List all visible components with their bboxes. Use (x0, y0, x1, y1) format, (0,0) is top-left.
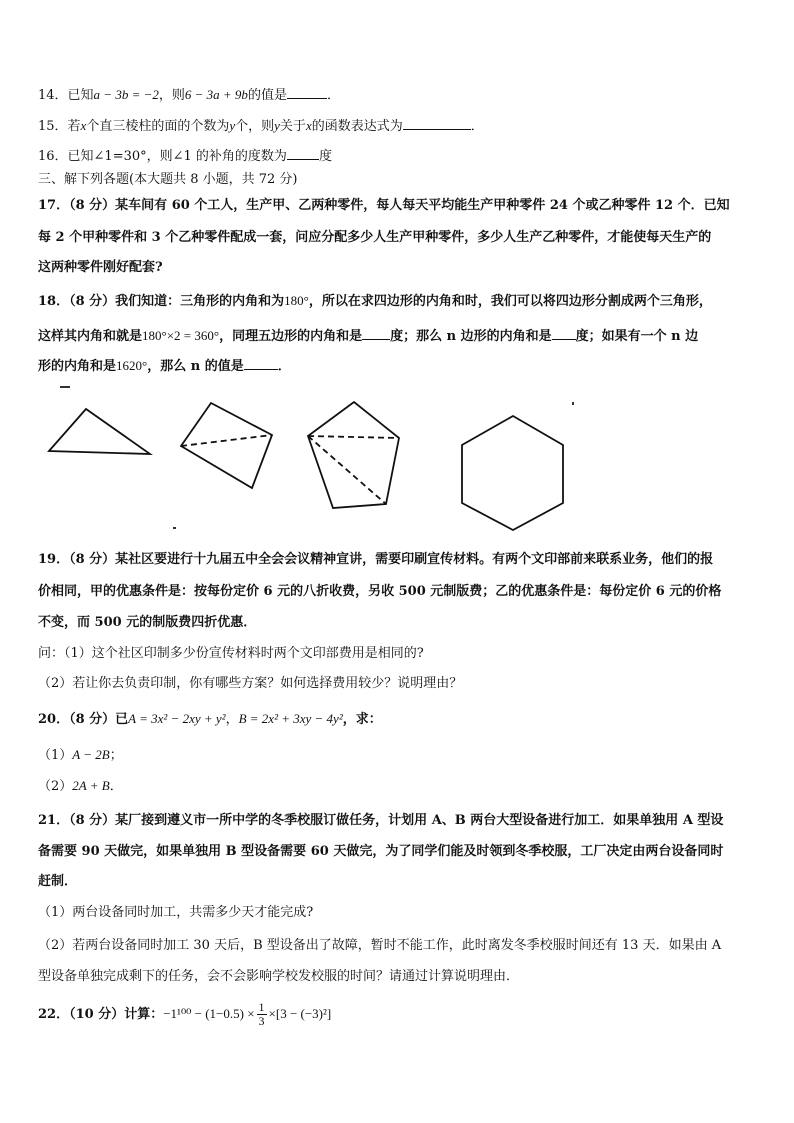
question-22 (38, 1001, 331, 1028)
q19-line-5: （2）若让你去负责印制，你有哪些方案？如何选择费用较少？说明理由？ (38, 676, 463, 691)
q18-l3-math: 1620° (116, 358, 148, 373)
q21-line-5: （2）若两台设备同时加工 30 天后，B 型设备出了故障，暂时不能工作，此时离发冬季校服时间还有 13 天．如果由 A (38, 938, 722, 953)
q22-fraction (257, 1001, 267, 1028)
q17-line-2: 每 2 个甲种零件和 3 个乙种零件配成一套，问应分配多少人生产甲种零件，多少人生产乙种零件，才能使每天生产的 (38, 230, 712, 245)
q15-var-y2: y (274, 118, 280, 133)
q20-expr-B: B = 2x² + 3xy − 4y² (238, 711, 343, 726)
q15-text1: 个直三棱柱的面的个数为 (86, 119, 230, 134)
q21-line-3: 赶制． (38, 874, 78, 889)
question-20: 20．（8 分）已A = 3x² − 2xy + y²，B = 2x² + 3xy − 4y²，求： (38, 711, 382, 727)
q18-l2a: 这样其内角和就是 (38, 329, 143, 344)
q18-l3a: 形的内角和是 (38, 359, 117, 374)
quadrilateral-diagonal (181, 435, 272, 446)
q19-line-3: 不变，而 500 元的制版费四折优惠． (38, 615, 257, 630)
q20-p2-label: （2） (38, 779, 73, 794)
q18-l2c: 度；那么 n 边形的内角和是 (390, 329, 552, 344)
q20-p2-end: ． (109, 779, 123, 794)
q22-frac-numerator: 1 (258, 1000, 265, 1014)
q18-l1b: ，所以在求四边形的内角和时，我们可以将四边形分割成两个三角形， (308, 294, 712, 309)
pentagon-figure (308, 402, 399, 508)
scan-mark-2 (173, 527, 176, 529)
q22-prefix: 22．（10 分）计算： (38, 1007, 164, 1022)
q18-l2-math: 180°×2 = 360° (142, 328, 220, 343)
q15-text4: 的函数表达式为 (311, 119, 403, 134)
scan-mark-3 (572, 402, 574, 405)
q20-ask: ，求： (342, 712, 382, 727)
pentagon-diagonal-1 (308, 436, 399, 438)
q18-l1-math: 180° (284, 293, 309, 308)
q15-var-y: y (229, 118, 236, 133)
triangle-figure (49, 409, 150, 454)
q22-expr-part-2: ×[3 − (−3)²] (268, 1006, 332, 1021)
q18-l3-end: ． (277, 359, 291, 374)
q17-line-1: 17．（8 分）某车间有 60 个工人，生产甲、乙两种零件，每人每天平均能生产甲种零件 24 个或乙种零件 12 个．已知 (38, 198, 730, 213)
q16-text: 16．已知∠1=30°，则∠1 的补角的度数为 (38, 149, 287, 164)
q18-l2b: ，同理五边形的内角和是 (219, 329, 363, 344)
q15-text3: 关于 (279, 119, 306, 134)
q19-line-2: 价相同，甲的优惠条件是：按每份定价 6 元的八折收费，另收 500 元制版费；乙的优惠条件是：每份定价 6 元的价格 (38, 584, 722, 599)
q14-suffix: 的值是 (247, 88, 287, 103)
quadrilateral-figure (181, 403, 272, 488)
q16-end: 度 (318, 149, 332, 164)
q17-line-3: 这两种零件刚好配套? (38, 260, 163, 275)
q20-p1-end: ； (109, 748, 123, 763)
q22-expr-part-1: −1¹⁰⁰ − (1−0.5) × (163, 1006, 255, 1021)
q14-condition: a − 3b = −2 (93, 87, 159, 102)
q15-end: ． (470, 119, 484, 134)
q15-var-x: x (80, 118, 87, 133)
q18-l1a: 18．（8 分）我们知道：三角形的内角和为 (38, 294, 285, 309)
q21-line-4: （1）两台设备同时加工，共需多少天才能完成? (38, 905, 314, 920)
q19-line-4: 问：（1）这个社区印制多少份宣传材料时两个文印部费用是相同的? (38, 646, 424, 661)
section-3-title: 三、解下列各题(本大题共 8 小题，共 72 分) (38, 172, 298, 187)
q21-line-1: 21．（8 分）某厂接到遵义市一所中学的冬季校服订做任务，计划用 A、B 两台大型设备进行加工．如果单独用 A 型设 (38, 813, 724, 828)
q14-mid: ，则 (158, 88, 185, 103)
q20-p1-label: （1） (38, 748, 73, 763)
q20-prefix: 20．（8 分）已 (38, 712, 129, 727)
q14-expression: 6 − 3a + 9b (184, 87, 248, 102)
q20-part-1 (38, 746, 123, 765)
hexagon-figure (462, 416, 563, 530)
q21-line-2: 备需要 90 天做完，如果单独用 B 型设备需要 60 天做完，为了同学们能及时领到冬季校服，工厂决定由两台设备同时 (38, 844, 724, 859)
q18-l3b: ，那么 n 的值是 (147, 359, 244, 374)
q15-var-x2: x (305, 118, 312, 133)
q19-line-1: 19．（8 分）某社区要进行十九届五中全会会议精神宣讲，需要印刷宣传材料。有两个文印部前来联系业务，他们的报 (38, 552, 714, 567)
q20-p1-expr: A − 2B (72, 747, 110, 762)
q15-text2: 个，则 (235, 119, 275, 134)
q20-expr-A: A = 3x² − 2xy + y² (128, 711, 226, 726)
scan-mark-1 (60, 386, 70, 388)
q14-prefix: 14．已知 (38, 88, 94, 103)
q18-l2d: 度；如果有一个 n 边 (575, 329, 699, 344)
q22-frac-denominator: 3 (258, 1014, 265, 1028)
q15-prefix: 15．若 (38, 119, 81, 134)
q20-part-2 (38, 777, 123, 796)
q14-end: ． (326, 88, 340, 103)
q20-p2-expr: 2A + B (72, 778, 110, 793)
q21-line-6: 型设备单独完成剩下的任务，会不会影响学校发校服的时间？请通过计算说明理由． (38, 969, 520, 984)
